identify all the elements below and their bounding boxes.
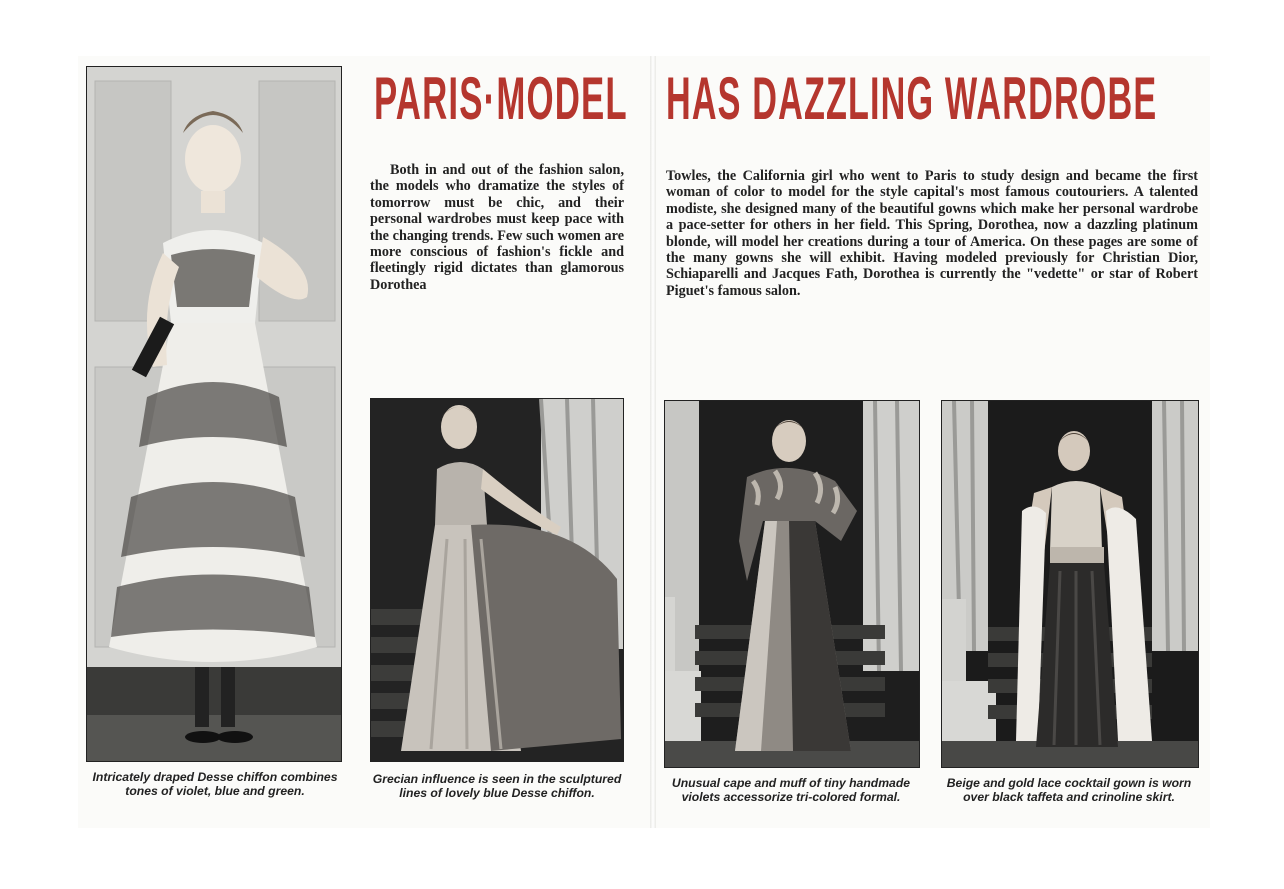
article-text-left-column: Both in and out of the fashion salon, the models who dramatize the styles of tomorrow must be chic, and their personal wardrobes must keep pace with the changing trends. Few such women are more conscious of fashion's fickle and fleetingly rigid dictates than glamorous Dorothea — [370, 162, 624, 293]
photo-lace-cocktail-gown-illustration — [942, 401, 1198, 767]
photo-tricolored-formal — [664, 400, 920, 768]
photo-caption: Beige and gold lace cocktail gown is worn over black taffeta and crinoline skirt. — [946, 776, 1192, 804]
photo-lace-cocktail-gown — [941, 400, 1199, 768]
headline-right: HAS DAZZLING WARDROBE — [666, 65, 1158, 132]
photo-grecian-gown — [370, 398, 624, 762]
photo-caption: Intricately draped Desse chiffon combines tones of violet, blue and green. — [92, 770, 338, 798]
page-gutter — [650, 56, 656, 828]
photo-grecian-gown-illustration — [371, 399, 623, 761]
photo-caption: Unusual cape and muff of tiny handmade violets accessorize tri-colored formal. — [671, 776, 911, 804]
photo-caption: Grecian influence is seen in the sculptured lines of lovely blue Desse chiffon. — [372, 772, 622, 800]
article-text-right-column: Towles, the California girl who went to Paris to study design and became the first woman of color to model for the style capital's most famous coutouriers. A talented modiste, she designed many of the beautiful gowns which make her personal wardrobe a pace-setter for others in her field. This Spring, Dorothea, now a dazzling platinum blonde, will model her creations during a tour of America. On these pages are some of the many gowns she will exhibit. Having modeled previously for Christian Dior, Schiaparelli and Jacques Fath, Dorothea is currently the "vedette" or star of Robert Piguet's famous salon. — [666, 168, 1198, 299]
headline-left: PARIS·MODEL — [374, 65, 628, 132]
photo-lace-gown-illustration — [87, 67, 341, 761]
photo-lace-gown — [86, 66, 342, 762]
photo-tricolored-formal-illustration — [665, 401, 919, 767]
